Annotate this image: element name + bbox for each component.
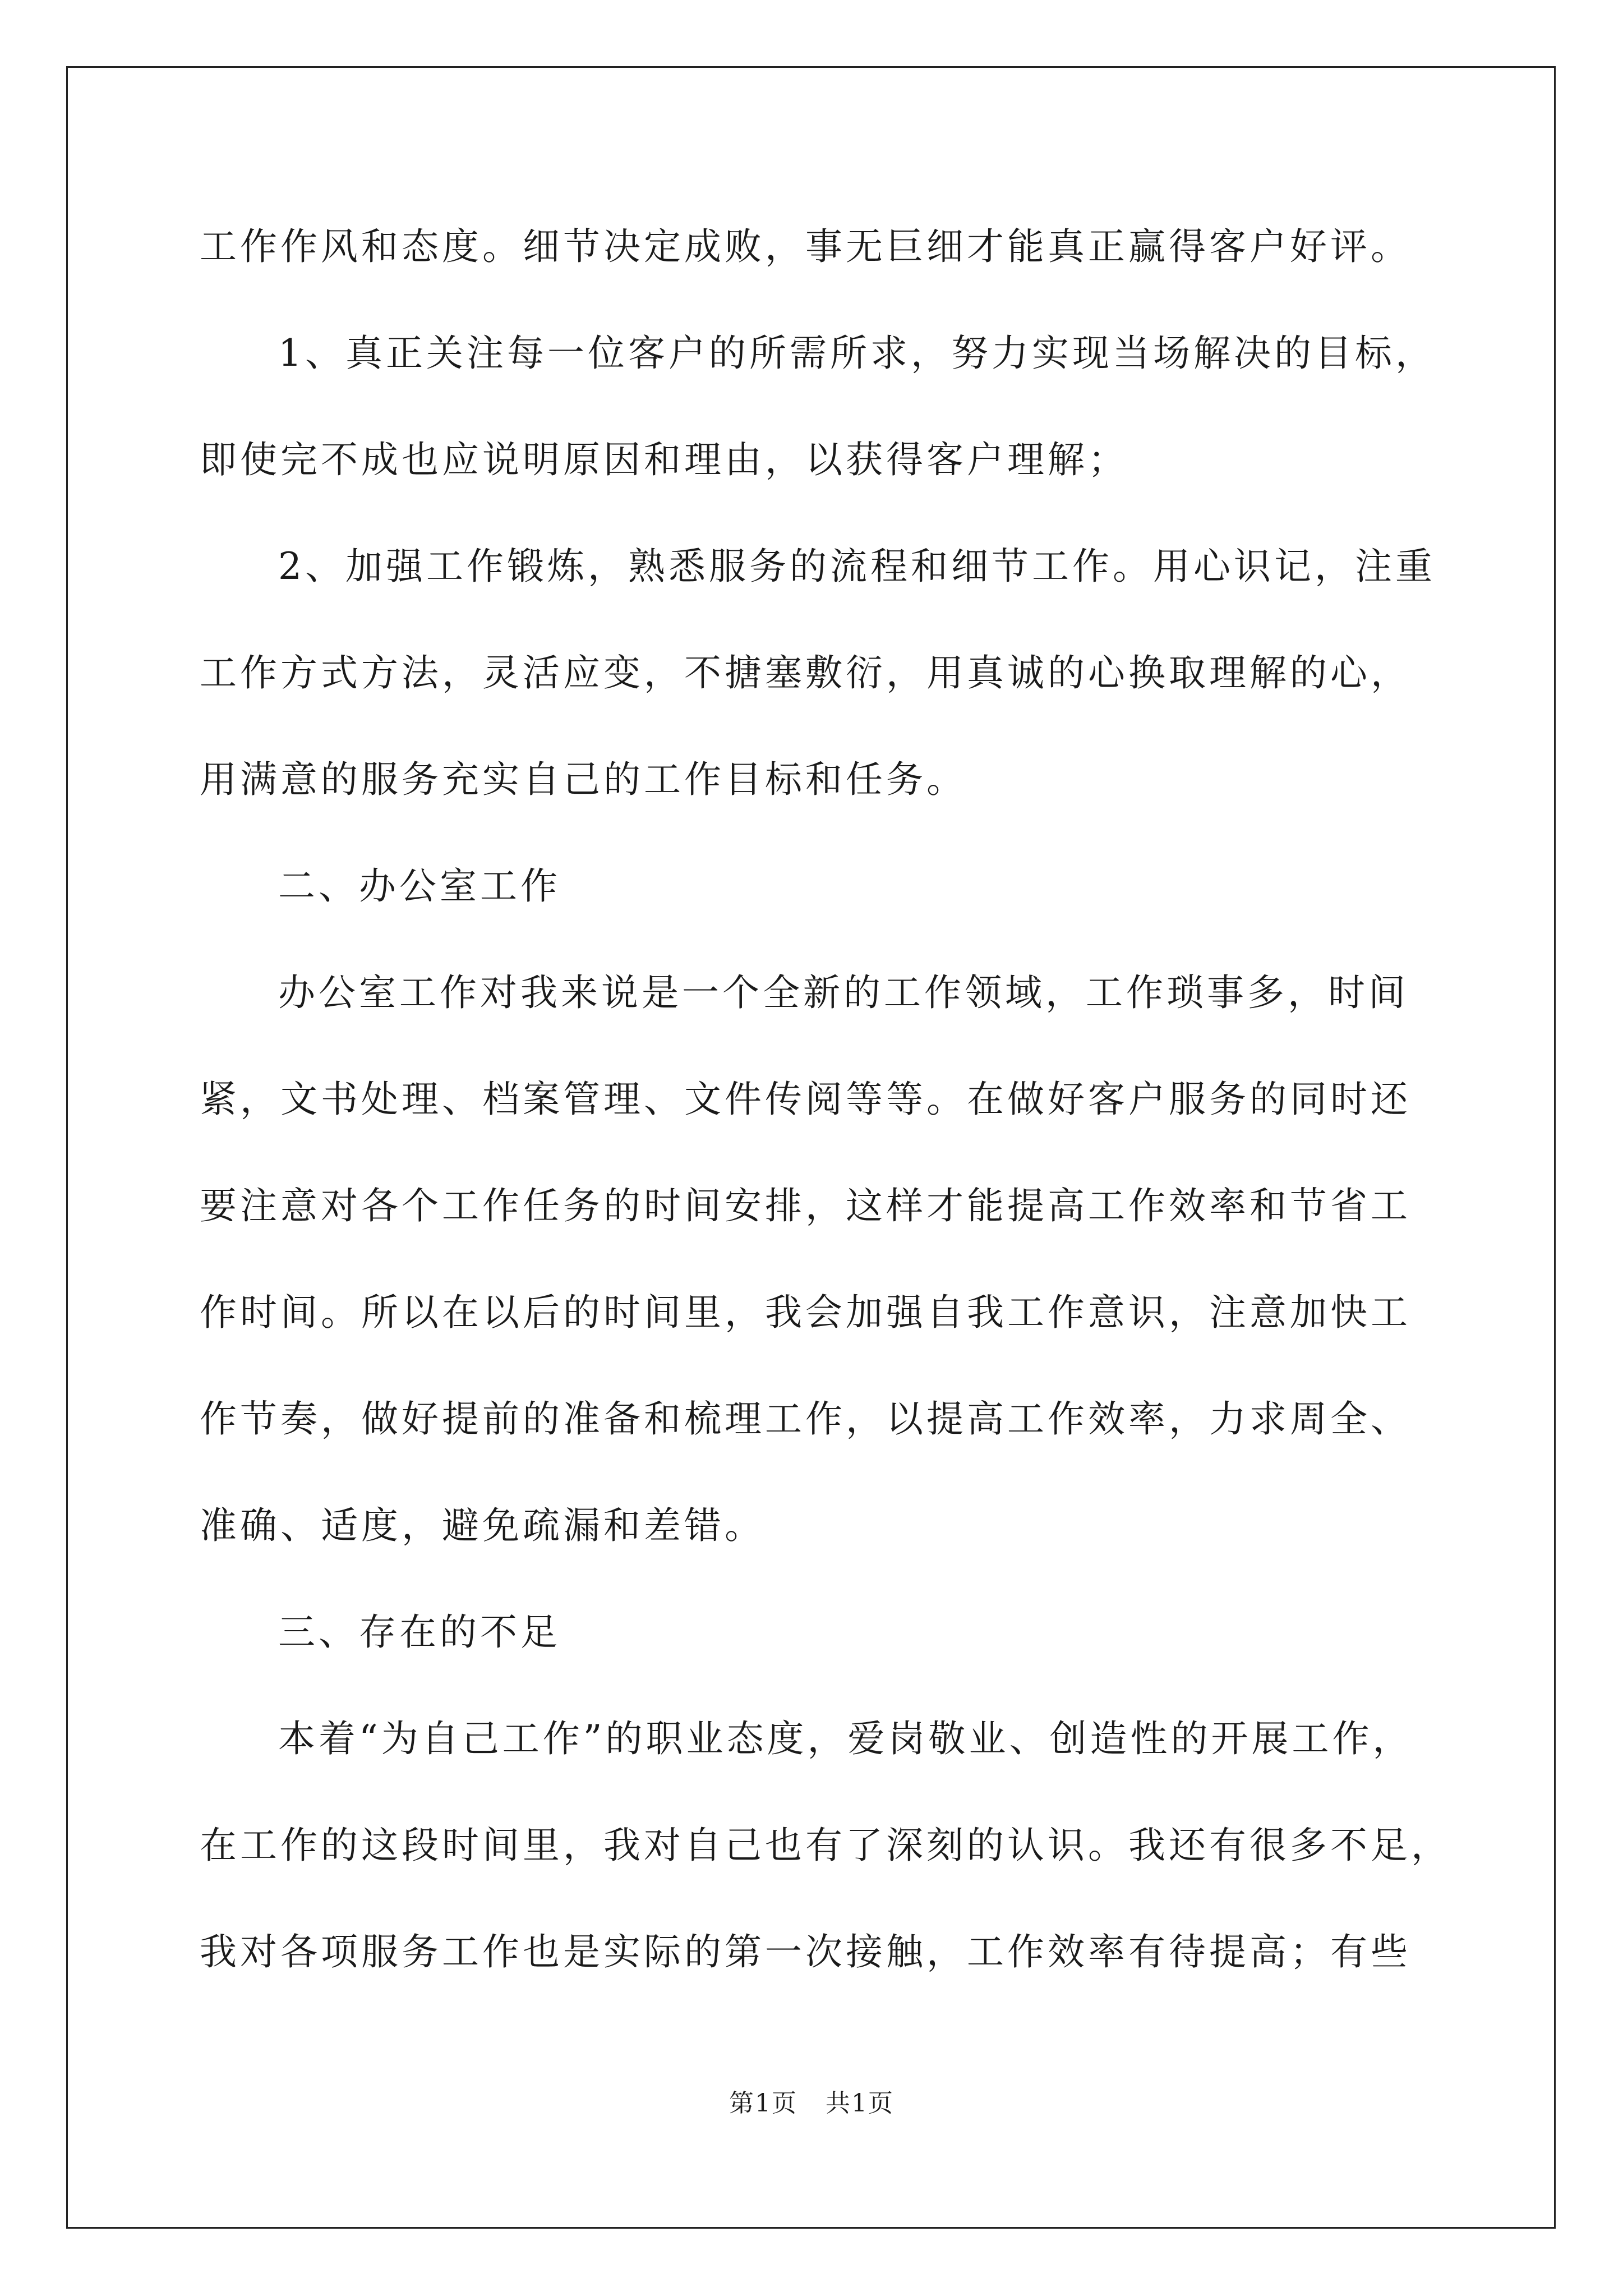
page-total: 共1页	[826, 2089, 894, 2118]
page-number: 第1页	[729, 2089, 797, 2118]
text-line-16: 在工作的这段时间里，我对自己也有了深刻的认识。我还有很多不足，	[200, 1824, 1451, 1867]
text-line-3: 即使完不成也应说明原因和理由，以获得客户理解；	[200, 438, 1128, 481]
text-line-12: 作节奏，做好提前的准备和梳理工作，以提高工作效率，力求周全、	[200, 1397, 1411, 1441]
text-line-1: 工作作风和态度。细节决定成败，事无巨细才能真正赢得客户好评。	[200, 225, 1411, 268]
text-line-8: 办公室工作对我来说是一个全新的工作领域，工作琐事多，时间	[278, 971, 1409, 1014]
page-border	[66, 66, 1556, 2229]
section-heading-office-work: 二、办公室工作	[278, 864, 561, 908]
text-line-2: 1、真正关注每一位客户的所需所求，努力实现当场解决的目标，	[278, 332, 1436, 375]
text-line-11: 作时间。所以在以后的时间里，我会加强自我工作意识，注意加快工	[200, 1291, 1411, 1334]
text-line-6: 用满意的服务充实自己的工作目标和任务。	[200, 758, 967, 801]
text-line-5: 工作方式方法，灵活应变，不搪塞敷衍，用真诚的心换取理解的心，	[200, 651, 1411, 694]
text-line-17: 我对各项服务工作也是实际的第一次接触，工作效率有待提高；有些	[200, 1930, 1411, 1973]
text-line-10: 要注意对各个工作任务的时间安排，这样才能提高工作效率和节省工	[200, 1184, 1411, 1227]
text-line-13: 准确、适度，避免疏漏和差错。	[200, 1504, 765, 1547]
section-heading-shortcomings: 三、存在的不足	[278, 1611, 561, 1654]
text-line-9: 紧，文书处理、档案管理、文件传阅等等。在做好客户服务的同时还	[200, 1078, 1411, 1121]
text-line-4: 2、加强工作锻炼，熟悉服务的流程和细节工作。用心识记，注重	[278, 545, 1436, 588]
text-line-15: 本着“为自己工作”的职业态度，爱岗敬业、创造性的开展工作，	[278, 1717, 1413, 1760]
page-footer	[0, 2087, 1623, 2120]
